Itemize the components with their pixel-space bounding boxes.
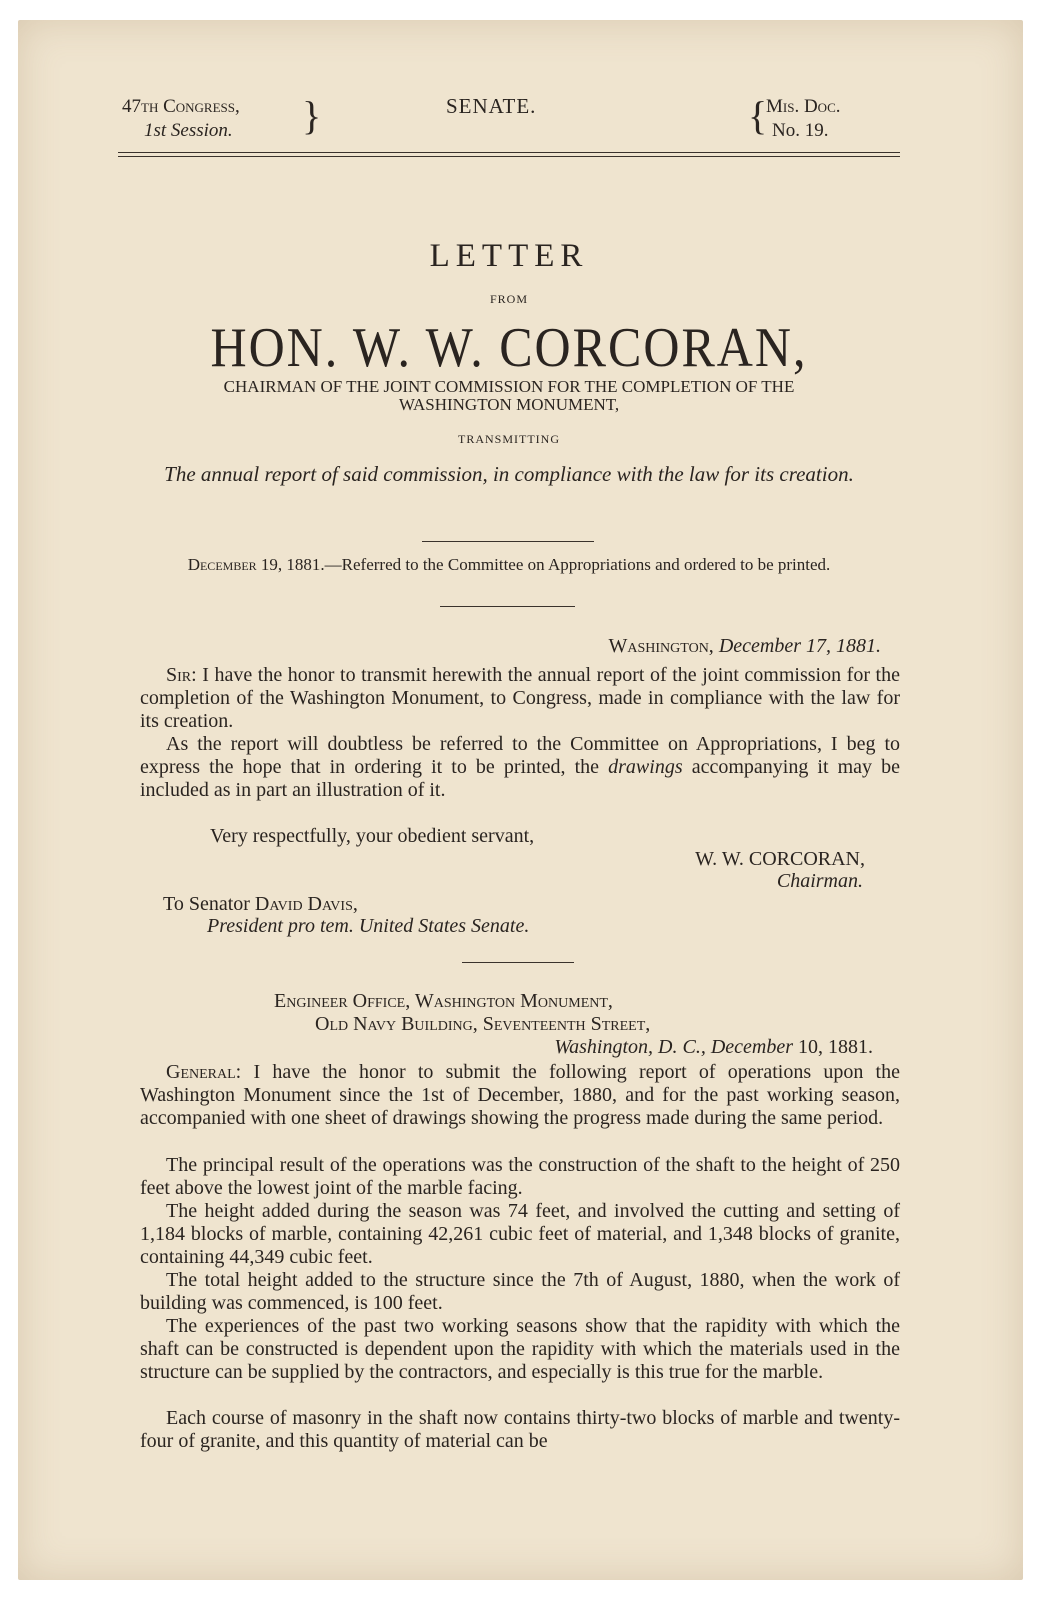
report-paragraph-5: The experiences of the past two working seasons show that the rapidity with which the shaft can be constructed is dependent upon the rapidity with which the materials used in the structure can be supplied by the contractors, and especially is this true for the marble. — [140, 1315, 900, 1383]
letter-paragraph-2 — [140, 733, 900, 802]
letter-heading: LETTER — [429, 238, 589, 274]
report-para1-text: I have the honor to submit the following report of operations upon the Washington Monument since the 1st of December, 1880, and for the past working season, accompanied with one sheet of drawings showing the progress made during the same period. — [140, 1061, 900, 1129]
letter-para2-end: accompanying it may be included as in part an illustration of it. — [140, 756, 900, 801]
addressee-name: David Davis, — [254, 893, 358, 915]
letter-signature: W. W. CORCORAN, — [695, 848, 865, 870]
doc-type-label: Mis. Doc. — [766, 96, 841, 117]
office-line-1: Engineer Office, Washington Monument, — [274, 990, 613, 1012]
divider-rule-1 — [422, 541, 594, 542]
right-brace: { — [748, 93, 768, 138]
doc-number-label: No. 19. — [772, 120, 829, 141]
left-brace: } — [302, 93, 322, 138]
letter-closing: Very respectfully, your obedient servant, — [210, 825, 535, 847]
chamber-label: SENATE. — [446, 94, 537, 118]
office-line-2: Old Navy Building, Seventeenth Street, — [315, 1013, 651, 1035]
session-label: 1st Session. — [144, 120, 233, 141]
referral-month: December — [187, 555, 257, 574]
report-paragraph-6: Each course of masonry in the shaft now contains thirty-two blocks of marble and twenty-four of granite, and this quantity of material can be — [140, 1407, 900, 1452]
addressee-line — [163, 893, 358, 916]
office-line-3 — [554, 1036, 873, 1059]
letter-para2-start: As the report will doubtless be referred to the Committee on Appropriations, I beg to express the hope that in ordering it to be printed, the — [140, 733, 900, 778]
report-salutation: General: — [166, 1061, 242, 1083]
letter-salutation: Sir: — [166, 664, 197, 686]
from-label: FROM — [489, 292, 528, 306]
referral-text: 19, 1881.—Referred to the Committee on Appropriations and ordered to be printed. — [256, 555, 831, 574]
letter-dateline — [609, 635, 881, 658]
divider-rule-3 — [462, 962, 574, 963]
signature-title: Chairman. — [776, 870, 863, 892]
letter-para1-text: I have the honor to transmit herewith the annual report of the joint commission for the completion of the Washington Monument, to Congress, made in compliance with the law for its creation. — [140, 664, 900, 732]
letter-paragraph-1 — [140, 664, 900, 733]
divider-rule-2 — [440, 606, 575, 607]
sender-position: CHAIRMAN OF THE JOINT COMMISSION FOR THE COMPLETION OF THE WASHINGTON MONUMENT, — [223, 377, 795, 414]
office-place-date: Washington, D. C., December — [554, 1036, 793, 1058]
letter-para2-emphasis: drawings — [608, 756, 683, 778]
sender-name: HON. W. W. CORCORAN, — [210, 315, 808, 379]
header-rule-top — [118, 152, 900, 153]
document-number-block — [766, 95, 840, 143]
report-paragraph-3: The height added during the season was 74 feet, and involved the cutting and setting of 1,184 blocks of marble, containing 42,261 cubic feet of material, and 1,348 blocks of granite, containing 44,349 cubic feet. — [140, 1200, 900, 1268]
transmitting-label: TRANSMITTING — [458, 432, 560, 446]
congress-session-block — [122, 95, 240, 143]
congress-label: 47th Congress, — [122, 96, 240, 117]
report-paragraph-4: The total height added to the structure since the 7th of August, 1880, when the work of building was commenced, is 100 feet. — [140, 1269, 900, 1314]
letter-date: December 17, 1881. — [713, 635, 881, 657]
document-summary: The annual report of said commission, in compliance with the law for its creation. — [164, 462, 854, 486]
addressee-title: President pro tem. United States Senate. — [207, 915, 530, 937]
office-date-tail: 10, 1881. — [793, 1036, 873, 1058]
report-paragraph-2: The principal result of the operations was the construction of the shaft to the height of 250 feet above the lowest joint of the marble facing. — [140, 1154, 900, 1199]
letter-place: Washington, — [608, 635, 714, 657]
report-paragraph-1 — [140, 1061, 900, 1130]
header-rule-bottom — [118, 156, 900, 157]
addressee-prefix: To Senator — [163, 893, 255, 915]
referral-note — [120, 555, 898, 575]
